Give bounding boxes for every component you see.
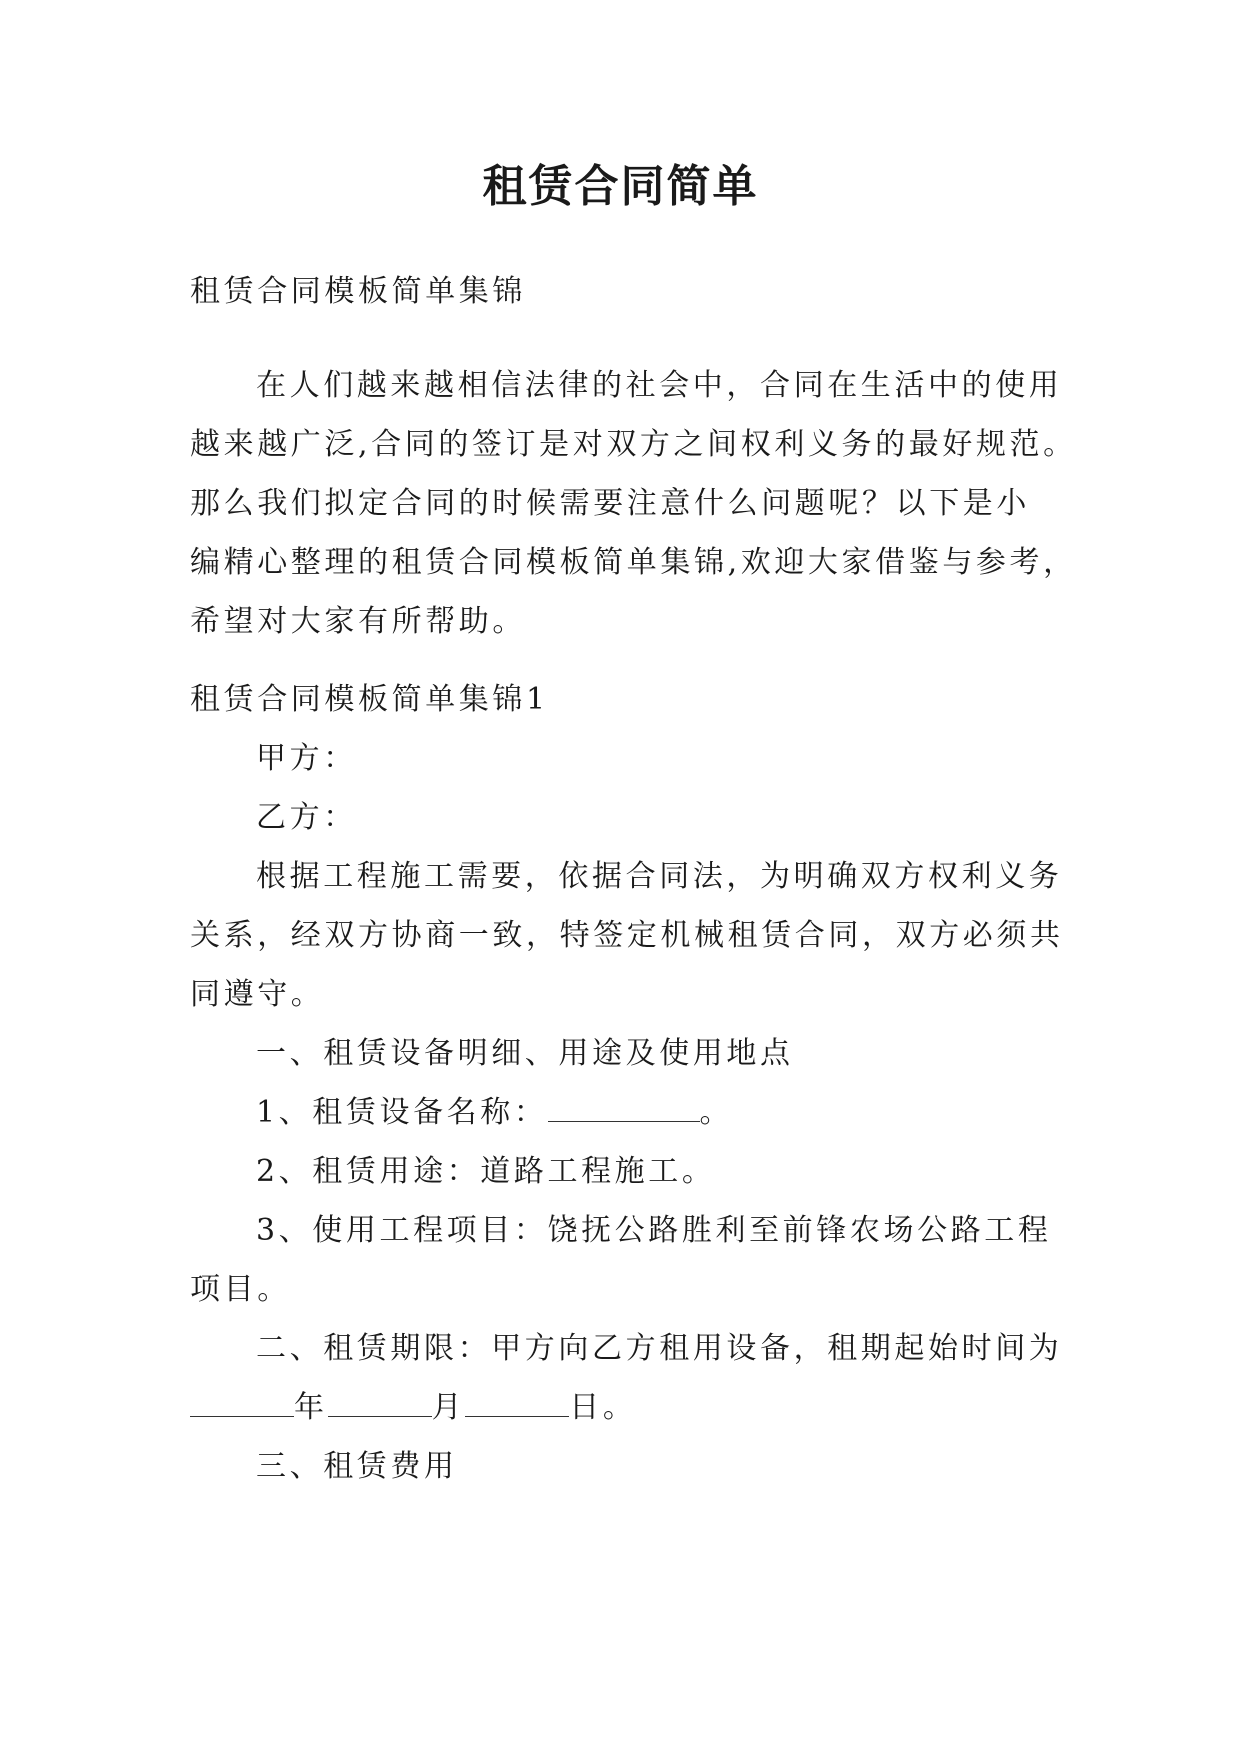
basis-line: 同遵守。 — [190, 977, 325, 1012]
basis-line: 根据工程施工需要，依据合同法，为明确双方权利义务 — [256, 859, 1063, 894]
clause-2-date-line — [190, 1378, 1060, 1437]
clause-2-line: 二、租赁期限：甲方向乙方租用设备，租期起始时间为 — [256, 1331, 1063, 1366]
intro-line: 编精心整理的租赁合同模板简单集锦,欢迎大家借鉴与参考， — [190, 545, 1077, 580]
clause-1-1 — [190, 1083, 1060, 1142]
party-a-label: 甲方： — [256, 741, 357, 776]
intro-line: 那么我们拟定合同的时候需要注意什么问题呢？以下是小 — [190, 486, 1030, 521]
party-b-label: 乙方： — [256, 800, 357, 835]
clause-1-3-line: 项目。 — [190, 1272, 291, 1307]
year-blank — [190, 1386, 294, 1417]
intro-line: 在人们越来越相信法律的社会中，合同在生活中的使用 — [256, 368, 1063, 403]
clause-1-1-end: 。 — [699, 1095, 734, 1130]
clause-1-1-label: 1、租赁设备名称： — [256, 1095, 548, 1130]
day-label: 日。 — [569, 1390, 637, 1425]
subtitle: 租赁合同模板简单集锦 — [190, 274, 526, 309]
section-heading: 租赁合同模板简单集锦1 — [190, 682, 549, 717]
intro-line: 越来越广泛,合同的签订是对双方之间权利义务的最好规范。 — [190, 427, 1077, 462]
day-blank — [465, 1386, 569, 1417]
year-label: 年 — [294, 1390, 328, 1425]
equipment-name-blank — [548, 1091, 700, 1122]
basis-line: 关系，经双方协商一致，特签定机械租赁合同，双方必须共 — [190, 918, 1064, 953]
month-label: 月 — [431, 1390, 466, 1425]
clause-1-heading: 一、租赁设备明细、用途及使用地点 — [256, 1036, 794, 1071]
month-blank — [328, 1386, 432, 1417]
intro-line: 希望对大家有所帮助。 — [190, 604, 526, 639]
contract-body — [190, 670, 1064, 1496]
document-title: 租赁合同简单 — [482, 161, 759, 212]
clause-3-heading: 三、租赁费用 — [256, 1449, 458, 1484]
clause-1-2: 2、租赁用途：道路工程施工。 — [256, 1154, 716, 1189]
clause-1-3-line: 3、使用工程项目：饶抚公路胜利至前锋农场公路工程 — [256, 1213, 1052, 1248]
intro-paragraph — [190, 356, 1077, 651]
